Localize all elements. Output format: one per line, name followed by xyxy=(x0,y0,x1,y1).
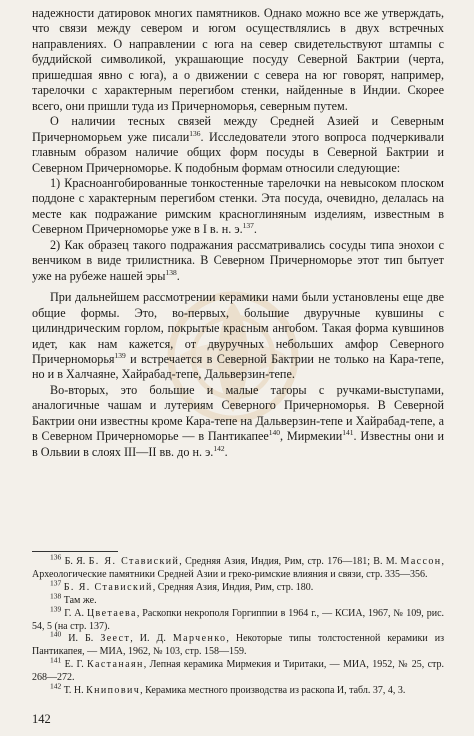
paragraph-5: При дальнейшем рассмотрении керамики нами были установлены еще две общие формы. Это, во-первых, большие двуручные кувшины с цилиндрическим горлом, покрытые красным ангобом. Такая форма кувшинов идет, как нам кажется, от двуручных небольших амфор Северного Причерноморья$^{139}$ и встречается в Северной Бактрии не только на Кара-тепе, но и в Халчаяне, Хайрабад-тепе, Дальверзин-тепе. xyxy=(32,290,444,382)
footnote-142: $^{142}$ Т. Н. Книпович, Керамика местного производства из раскопа И, табл. 37, 4, 3. xyxy=(50,681,406,697)
paragraph-2: О наличии тесных связей между Средней Азией и Северным Причерноморьем уже писали$^{136}$. Исследователи этого вопроса подчеркивали главным образом наличие общих форм посуды в Северной Бактрии и Северном Причерноморье. К подобным формам относили следующие: xyxy=(32,114,444,175)
footnote-137: $^{137}$ Б. Я. Ставиский, Средняя Азия, Индия, Рим, стр. 180. xyxy=(50,578,314,593)
footnote-136: $^{136}$ Б. Я. Б. Я. Ставиский, Средняя Азия, Индия, Рим, стр. 176—181; В. М. Массон, Археологические памятники Средней Азии и греко-римские влияния и связи, стр. 335—356. xyxy=(32,552,444,580)
footnote-ref-141[interactable]: 141 xyxy=(342,428,354,438)
footnote-138: $^{138}$ Там же. xyxy=(50,591,97,606)
footnote-ref-140[interactable]: 140 xyxy=(268,428,281,438)
footnote-ref-142[interactable]: 142 xyxy=(213,443,225,453)
footnote-ref-139[interactable]: 139 xyxy=(114,350,126,360)
main-text xyxy=(32,6,444,460)
paragraph-1: надежности датировок многих памятников. Однако можно все же утверждать, что связи между севером и югом осуществлялись в двух встречных направлениях. О направлении с юга на север свидетельствуют штампы с буддийской символикой, украшающие посуду Северной Бактрии (черта, пришедшая явно с юга), а о движении с севера на юг говорят, например, тарелочки с характерным перегибом стенки, найденные в Индии. Скорее всего, они пришли туда из Причерноморья, северным путем. xyxy=(32,6,444,113)
page-number: 142 xyxy=(32,712,51,726)
footnote-139: $^{139}$ Г. А. Цветаева, Раскопки некрополя Горгиппии в 1964 г., — КСИА, 1967, № 109, рис. 54, 5 (на стр. 137). xyxy=(32,604,445,632)
footnotes xyxy=(32,552,445,698)
footnote-ref-136[interactable]: 136 xyxy=(189,128,201,138)
paragraph-6: Во-вторых, это большие и малые тагоры с ручками-выступами, аналогичные чашам и лутериям Северного Причерноморья. В Северной Бактрии они известны кроме Кара-тепе на Дальверзин-тепе и Хайрабад-тепе, а в Северном Причерноморье — в Пантикапее$^{140}$, Мирмекии$^{141}$. Известны они и в Ольвии в слоях III—II вв. до н. э.$^{142}$. xyxy=(32,382,444,459)
paragraph-4: 2) Как образец такого подражания рассматривались сосуды типа энохои с венчиком в виде трилистника. В Северном Причерноморье этот тип бытует уже на рубеже нашей эры$^{138}$. xyxy=(32,237,444,283)
paragraph-3: 1) Красноангобированные тонкостенные тарелочки на невысоком плоском поддоне с характерным перегибом стенки. Эта посуда, очевидно, делалась на месте как подражание римским красноглиняным изделиям, известным в Северном Причерноморье уже в I в. н. э.$^{137}$. xyxy=(32,175,444,237)
footnote-ref-138[interactable]: 138 xyxy=(165,267,177,277)
footnote-divider xyxy=(32,551,118,552)
footnote-ref-137[interactable]: 137 xyxy=(242,221,254,231)
footnote-140: $^{140}$ И. Б. Зеест, И. Д. Марченко, Некоторые типы толстостенной керамики из Пантикапея, — МИА, 1962, № 103, стр. 158—159. xyxy=(32,630,445,658)
footnote-141: $^{141}$ Е. Г. Кастанаян, Лепная керамика Мирмекия и Тиритаки, — МИА, 1952, № 25, стр. 268—272. xyxy=(32,655,445,684)
